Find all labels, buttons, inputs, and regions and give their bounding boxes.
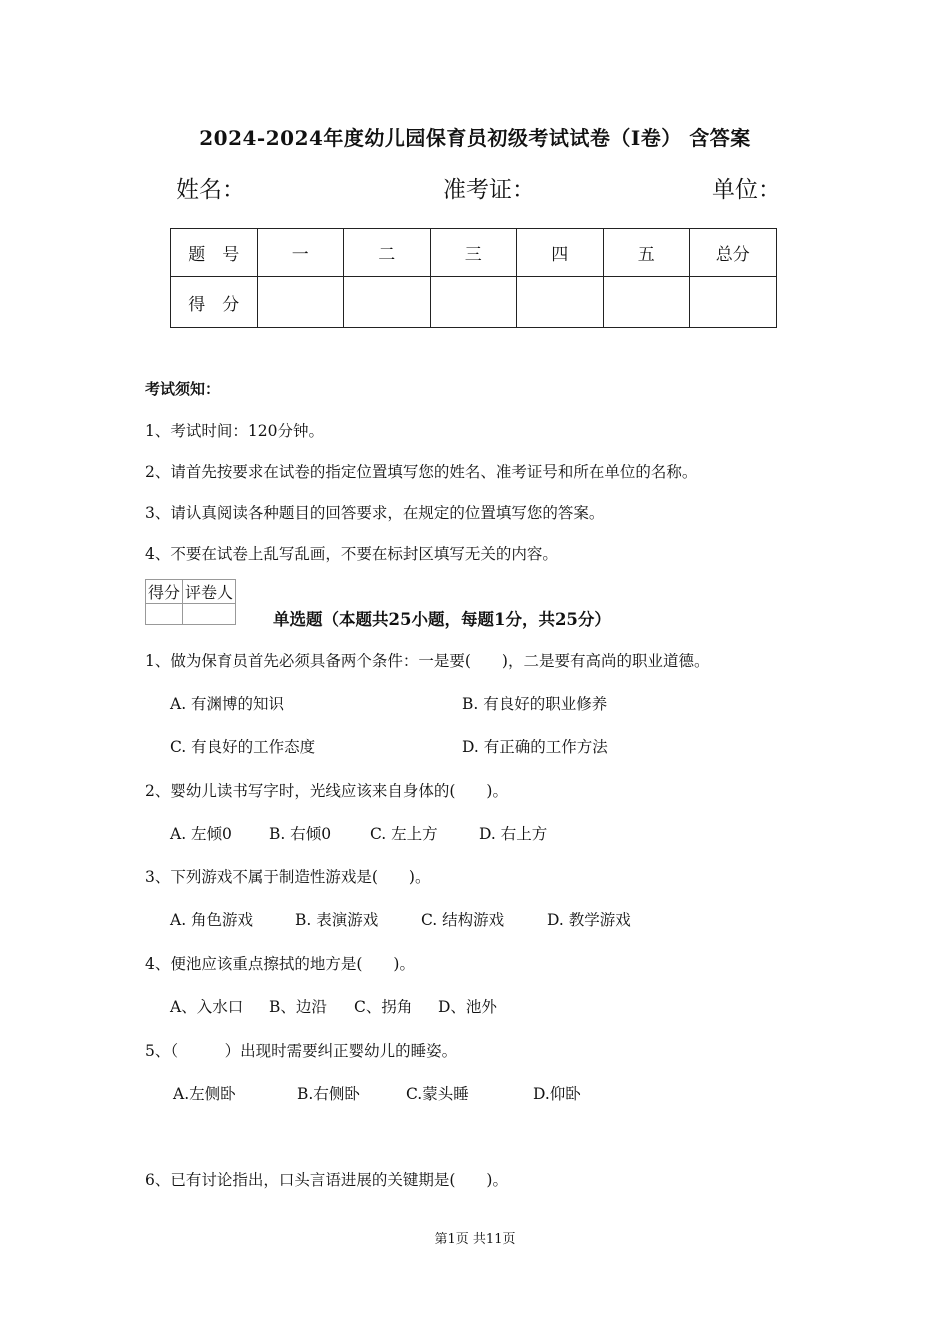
question-option: C. 左上方 [370, 825, 438, 843]
grader-box-grader-cell [183, 604, 236, 625]
score-table [170, 228, 777, 328]
question-option: B. 表演游戏 [295, 911, 379, 929]
question-option: A.左侧卧 [173, 1085, 236, 1103]
question-option: B. 有良好的职业修养 [462, 695, 608, 713]
question-option: A. 有渊博的知识 [170, 695, 285, 713]
score-table-header-row [171, 229, 777, 277]
score-cell [603, 277, 690, 328]
grader-box-score-cell [146, 604, 183, 625]
score-table-header-cell: 一 [257, 229, 344, 277]
exam-id-field-label: 准考证： [443, 177, 535, 203]
unit-field-label: 单位： [712, 177, 781, 203]
page-title: 2024-2024年度幼儿园保育员初级考试试卷（I卷） 含答案 [199, 126, 751, 150]
notice-item: 1、考试时间：120分钟。 [145, 422, 324, 440]
question-option: C.蒙头睡 [406, 1085, 469, 1103]
question-option: A. 左倾0 [170, 825, 232, 843]
grader-box-grader-label: 评卷人 [183, 580, 236, 604]
score-cell [257, 277, 344, 328]
question-stem: 1、做为保育员首先必须具备两个条件：一是要( )，二是要有高尚的职业道德。 [145, 652, 710, 670]
question-option: A. 角色游戏 [170, 911, 254, 929]
page-footer: 第1页 共11页 [434, 1232, 516, 1247]
grader-box [145, 579, 236, 625]
score-table-header-cell: 题 号 [171, 229, 258, 277]
question-option: D、池外 [438, 998, 497, 1016]
question-option: B、边沿 [269, 998, 327, 1016]
grader-box-score-label: 得分 [146, 580, 183, 604]
score-row-label: 得 分 [171, 277, 258, 328]
score-table-header-cell: 四 [517, 229, 604, 277]
notice-item: 4、不要在试卷上乱写乱画，不要在标封区填写无关的内容。 [145, 545, 558, 563]
score-cell [344, 277, 431, 328]
score-table-score-row [171, 277, 777, 328]
question-option: C、拐角 [354, 998, 413, 1016]
question-option: C. 有良好的工作态度 [170, 738, 316, 756]
question-option: D. 有正确的工作方法 [462, 738, 608, 756]
question-option: B.右侧卧 [297, 1085, 360, 1103]
question-option: B. 右倾0 [269, 825, 332, 843]
score-table-header-cell: 五 [603, 229, 690, 277]
score-table-header-cell: 总分 [690, 229, 777, 277]
section-title: 单选题（本题共25小题，每题1分，共25分） [273, 610, 611, 629]
question-stem: 2、婴幼儿读书写字时，光线应该来自身体的( )。 [145, 782, 508, 800]
notice-item: 2、请首先按要求在试卷的指定位置填写您的姓名、准考证号和所在单位的名称。 [145, 463, 698, 481]
notice-item: 3、请认真阅读各种题目的回答要求，在规定的位置填写您的答案。 [145, 504, 605, 522]
score-cell [517, 277, 604, 328]
question-option: A、入水口 [170, 998, 244, 1016]
question-stem: 5、（ ）出现时需要纠正婴幼儿的睡姿。 [145, 1042, 458, 1060]
score-cell [690, 277, 777, 328]
question-option: D.仰卧 [533, 1085, 581, 1103]
notice-title: 考试须知： [145, 380, 221, 398]
score-table-header-cell: 二 [344, 229, 431, 277]
question-option: D. 教学游戏 [547, 911, 631, 929]
question-option: C. 结构游戏 [421, 911, 505, 929]
question-stem: 4、便池应该重点擦拭的地方是( )。 [145, 955, 415, 973]
question-option: D. 右上方 [479, 825, 548, 843]
score-cell [430, 277, 517, 328]
score-table-header-cell: 三 [430, 229, 517, 277]
question-stem: 6、已有讨论指出，口头言语进展的关键期是( )。 [145, 1171, 508, 1189]
name-field-label: 姓名： [176, 177, 245, 203]
question-stem: 3、下列游戏不属于制造性游戏是( )。 [145, 868, 431, 886]
